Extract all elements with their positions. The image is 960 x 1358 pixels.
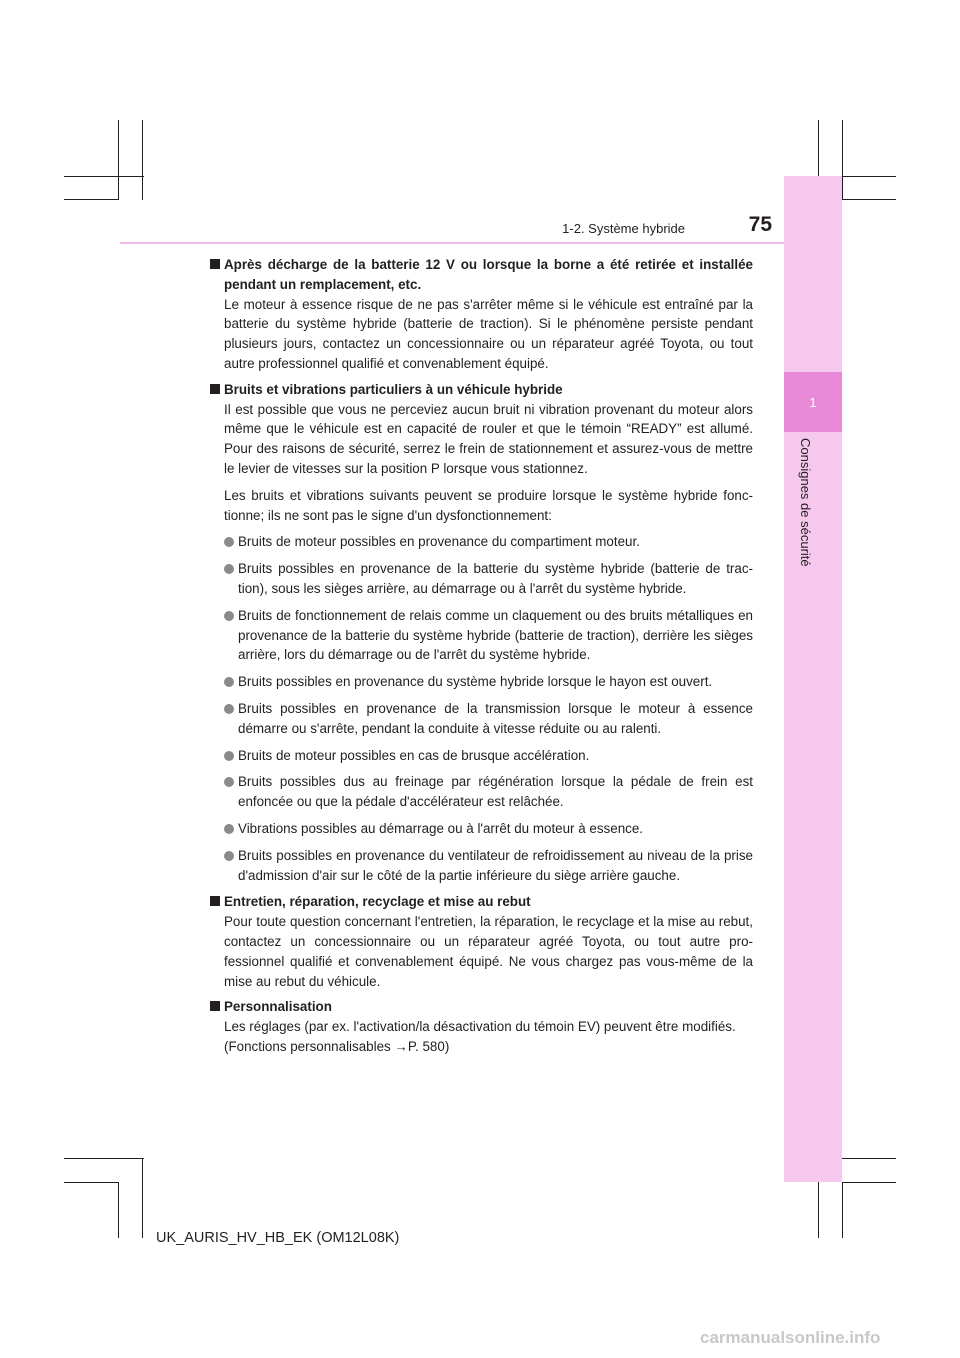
section-maintenance [210,892,753,991]
list-item-text: Bruits de moteur possibles en cas de brusque accélération. [238,747,590,763]
crop-mark [842,1158,896,1159]
crop-mark [842,1182,843,1238]
section-battery [210,255,753,374]
paragraph: Les bruits et vibrations suivants peuvent se produire lorsque le système hybride fonc-tionne; ils ne sont pas le signe d'un dysfonctionnement: [224,487,753,523]
chapter-side-tab [784,176,842,1182]
round-bullet-icon [224,824,234,834]
crop-mark [142,120,143,200]
page-reference: (Fonctions personnalisables →P. 580) [224,1038,450,1054]
list-item-text: Bruits possibles en provenance du système hybride lorsque le hayon est ouvert. [238,674,713,690]
list-item [224,532,753,552]
section-heading [210,997,753,1017]
page-number: 75 [748,213,772,236]
paragraph: Il est possible que vous ne perceviez aucun bruit ni vibration provenant du moteur alors même que le véhicule est en capacité de rouler et que le témoin “READY” est allumé. Pour des raisons de sécurité, serrez le frein de stationnement et assurez-vous de mettre le levier de vitesses sur la position P lorsque vous stationnez. [224,401,753,476]
list-item [224,846,753,886]
list-item [224,746,753,766]
header-rule [120,242,784,244]
crop-mark [842,1182,896,1183]
section-heading [210,892,753,912]
list-item [224,819,753,839]
section-heading [210,255,753,295]
list-item-text: Bruits possibles en provenance de la batterie du système hybride (batterie de trac-tion), sous les sièges arrière, au démarrage ou à l'arrêt du système hybride. [238,561,753,596]
page-content [210,255,753,1063]
square-bullet-icon [210,1001,220,1011]
round-bullet-icon [224,611,234,621]
list-item [224,672,753,692]
section-noise [210,380,753,886]
round-bullet-icon [224,777,234,787]
list-item [224,772,753,812]
round-bullet-icon [224,564,234,574]
list-item-text: Bruits possibles dus au freinage par régénération lorsque la pédale de frein est enfoncée ou que la pédale d'accélérateur est relâchée. [238,774,753,810]
round-bullet-icon [224,537,234,547]
list-item-text: Vibrations possibles au démarrage ou à l'arrêt du moteur à essence. [238,820,644,836]
list-item [224,606,753,665]
round-bullet-icon [224,851,234,861]
watermark: carmanualsonline.info [700,1328,881,1347]
crop-mark [64,176,144,177]
section-title: 1-2. Système hybride [562,221,685,236]
list-item [224,699,753,739]
paragraph: Pour toute question concernant l'entretien, la réparation, le recyclage et la mise au rebut, contactez un concessionnaire ou un réparateur agréé Toyota, ou tout autre pro-fessionnel qualifié et convenablement équipé. Ne vous chargez pas vous-même de la mise au rebut du véhicule. [224,914,753,989]
chapter-number: 1 [809,394,817,410]
crop-mark [842,120,843,200]
section-heading-text: Bruits et vibrations particuliers à un véhicule hybride [224,381,563,397]
crop-mark [64,199,118,200]
round-bullet-icon [224,751,234,761]
crop-mark [118,1182,119,1238]
section-heading-text: Après décharge de la batterie 12 V ou lorsque la borne a été retirée et installée pendant un remplacement, etc. [224,257,753,292]
crop-mark [142,1158,143,1238]
square-bullet-icon [210,896,220,906]
document-code: UK_AURIS_HV_HB_EK (OM12L08K) [156,1230,400,1246]
round-bullet-icon [224,677,234,687]
list-item-text: Bruits de moteur possibles en provenance du compartiment moteur. [238,534,640,550]
bullet-list [210,532,753,885]
round-bullet-icon [224,704,234,714]
list-item-text: Bruits possibles en provenance de la transmission lorsque le moteur à essence démarre ou s'arrête, pendant la conduite à vitesse réduite ou au ralenti. [238,700,753,736]
section-heading-text: Personnalisation [224,999,332,1015]
square-bullet-icon [210,384,220,394]
list-item [224,559,753,599]
section-heading [210,380,753,400]
list-item-text: Bruits de fonctionnement de relais comme un claquement ou des bruits métalliques en provenance de la batterie du système hybride (batterie de traction), derrière les sièges arrière, lors du démarrage ou de l'arrêt du système hybride. [238,607,753,663]
section-heading-text: Entretien, réparation, recyclage et mise au rebut [224,894,531,910]
crop-mark [64,1182,118,1183]
paragraph: Le moteur à essence risque de ne pas s'arrêter même si le véhicule est entraîné par la batterie du système hybride (batterie de traction). Si le phénomène persiste pendant plusieurs jours, contactez un concessionnaire ou un réparateur agréé Toyota, ou tout autre professionnel qualifié et convenablement équipé. [224,296,753,371]
section-customization [210,997,753,1056]
crop-mark [842,176,896,177]
paragraph: Les réglages (par ex. l'activation/la désactivation du témoin EV) peuvent être modifiés. [224,1019,736,1035]
crop-mark [842,199,896,200]
crop-mark [64,1158,144,1159]
square-bullet-icon [210,259,220,269]
crop-mark [118,120,119,200]
chapter-title: Consignes de sécurité [798,438,813,567]
list-item-text: Bruits possibles en provenance du ventilateur de refroidissement au niveau de la prise d'admission d'air sur le côté de la partie inférieure du siège arrière gauche. [238,847,753,883]
